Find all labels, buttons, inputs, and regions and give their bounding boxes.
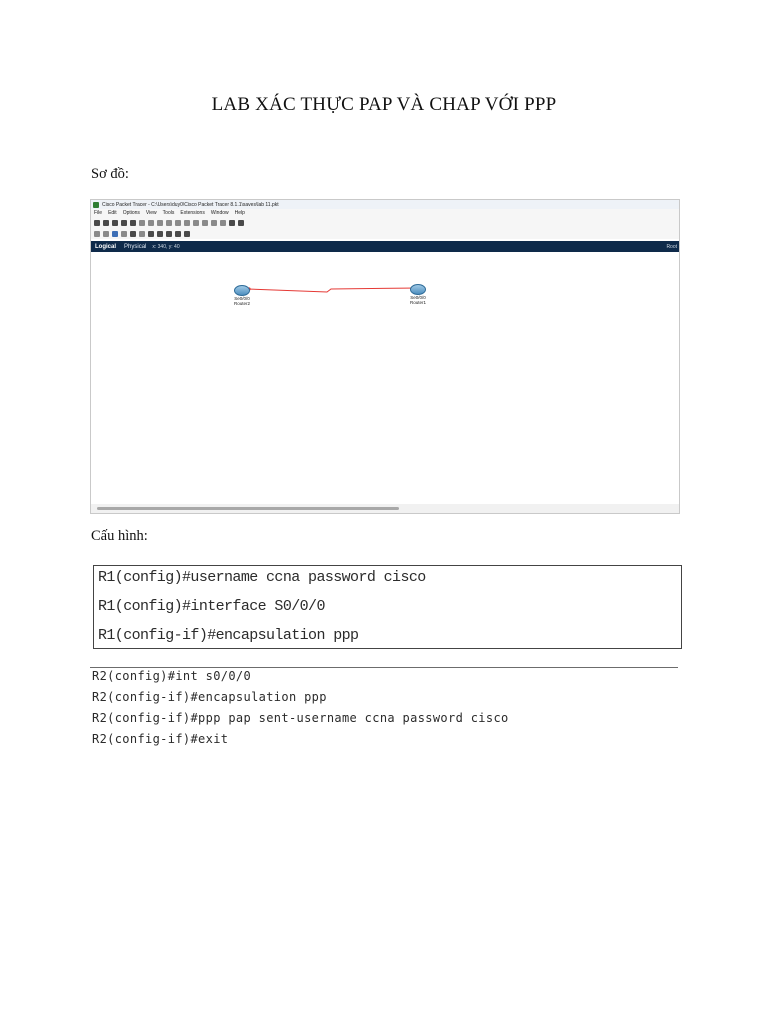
print-icon[interactable] [121,220,127,226]
copy-icon[interactable] [148,220,154,226]
draw-line-icon[interactable] [139,231,145,237]
router-icon [234,285,250,296]
menu-tools[interactable]: Tools [162,210,175,216]
router2-port-label: Se0/0/0 [234,296,250,301]
r1-config-line: R1(config)#username ccna password cisco [98,569,426,586]
open-folder-icon[interactable] [103,220,109,226]
router1-device[interactable] [408,284,428,305]
redo-icon[interactable] [175,220,181,226]
resize-shape-icon[interactable] [121,231,127,237]
config-heading: Cấu hình: [91,528,148,544]
draw-rectangle-icon[interactable] [148,231,154,237]
r2-config-line: R2(config-if)#exit [92,732,229,746]
menu-options[interactable]: Options [122,210,140,216]
freeform-icon[interactable] [166,231,172,237]
r2-config-line: R2(config-if)#encapsulation ppp [92,690,327,704]
menu-window[interactable]: Window [210,210,229,216]
add-simple-pdu-icon[interactable] [175,231,181,237]
router1-port-label: Se0/0/0 [410,295,426,300]
tab-physical[interactable]: Physical [124,243,147,250]
inspect-icon[interactable] [103,231,109,237]
custom-device-icon[interactable] [220,220,226,226]
zoom-in-icon[interactable] [184,220,190,226]
router2-name-label: Router2 [233,301,250,306]
undo-icon[interactable] [166,220,172,226]
viewport-icon[interactable] [229,220,235,226]
draw-ellipse-icon[interactable] [157,231,163,237]
section-divider [90,667,678,668]
pt-drawing-toolbar [91,228,680,239]
document-title: LAB XÁC THỰC PAP VÀ CHAP VỚI PPP [211,94,557,115]
place-note-icon[interactable] [130,231,136,237]
scrollbar-thumb[interactable] [97,507,399,510]
delete-icon[interactable] [112,231,118,237]
menu-edit[interactable]: Edit [108,210,117,216]
serial-link-layer [91,252,679,504]
pt-workspace-bar [91,241,680,252]
packet-tracer-screenshot [90,199,680,514]
add-complex-pdu-icon[interactable] [184,231,190,237]
save-icon[interactable] [112,220,118,226]
new-file-icon[interactable] [94,220,100,226]
network-info-icon[interactable] [139,220,145,226]
pt-title-bar [91,200,680,209]
r1-config-box [93,565,682,649]
activity-wizard-icon[interactable] [130,220,136,226]
pt-main-toolbar [91,217,680,228]
select-icon[interactable] [94,231,100,237]
paste-icon[interactable] [157,220,163,226]
serial-link[interactable] [247,288,419,292]
notes-icon[interactable] [238,220,244,226]
router1-name-label: Router1 [409,300,426,305]
menu-file[interactable]: File [94,210,103,216]
diagram-heading: Sơ đồ: [91,166,129,182]
menu-extensions[interactable]: Extensions [180,210,205,216]
router-icon [410,284,426,295]
menu-view[interactable]: View [145,210,157,216]
r2-config-line: R2(config-if)#ppp pap sent-username ccna password cisco [92,711,509,725]
packet-tracer-logo-icon [93,202,99,208]
pt-root-label: Root [666,243,677,250]
menu-help[interactable]: Help [234,210,245,216]
pt-menu-bar [91,209,680,217]
pt-logical-canvas[interactable] [91,252,679,504]
pt-coordinates: x: 340, y: 40 [152,243,180,250]
pt-window-title: Cisco Packet Tracer - C:\Users\duy0\Cisco Packet Tracer 8.1.1\saves\lab 11.pkt [102,201,279,208]
zoom-reset-icon[interactable] [193,220,199,226]
zoom-out-icon[interactable] [202,220,208,226]
r1-config-line: R1(config-if)#encapsulation ppp [98,627,359,644]
tab-logical[interactable]: Logical [95,243,117,250]
r2-config-line: R2(config)#int s0/0/0 [92,669,252,683]
drawing-palette-icon[interactable] [211,220,217,226]
router2-device[interactable] [232,285,252,306]
pt-horizontal-scrollbar[interactable] [91,504,679,513]
r1-config-line: R1(config)#interface S0/0/0 [98,598,325,615]
